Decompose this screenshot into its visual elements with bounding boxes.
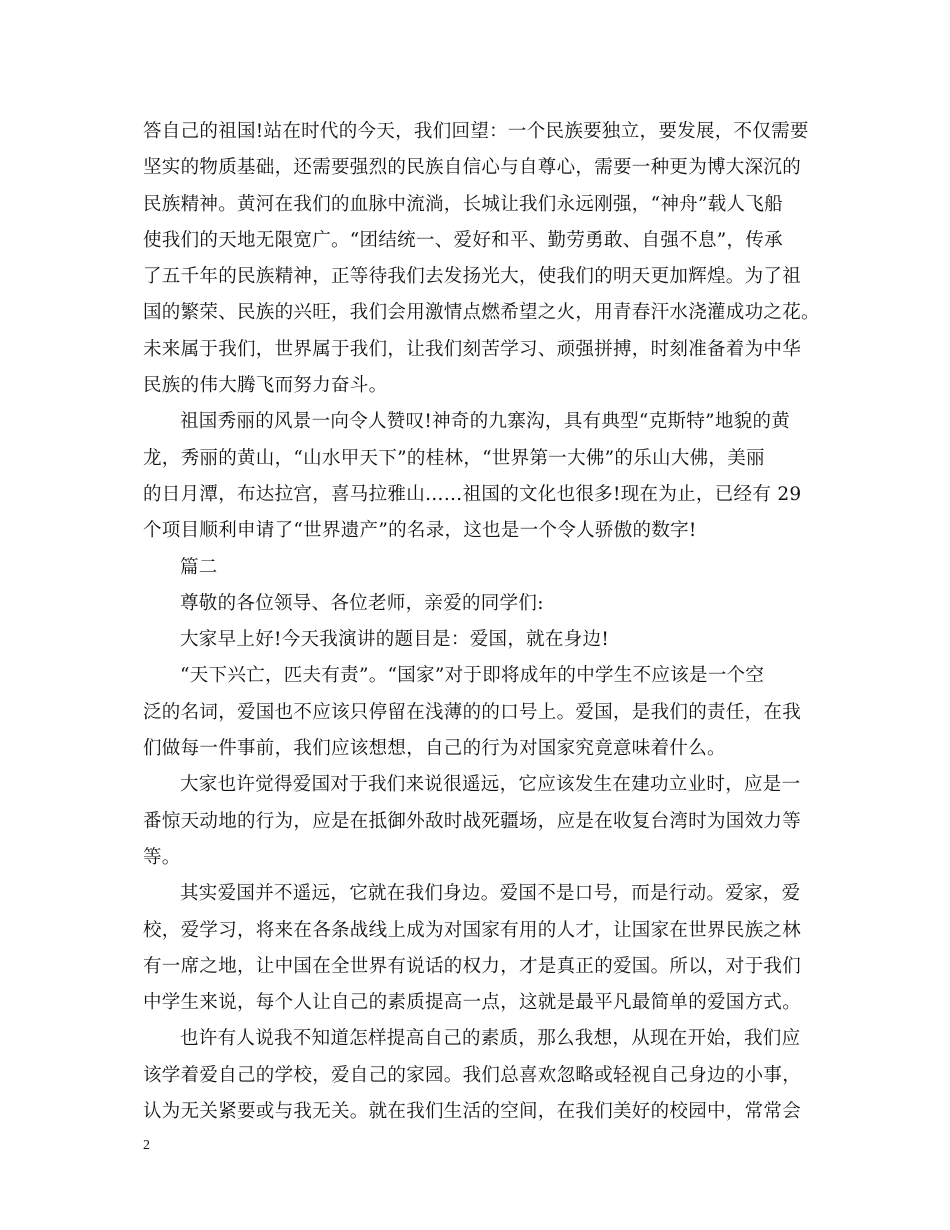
- text-line: 有一席之地，让中国在全世界有说话的权力，才是真正的爱国。所以，对于我们: [143, 955, 802, 977]
- text-line: 们做每一件事前，我们应该想想，自己的行为对国家究竟意味着什么。: [143, 738, 726, 760]
- text-line: 民族的伟大腾飞而努力奋斗。: [143, 375, 388, 397]
- text-line: 未来属于我们，世界属于我们，让我们刻苦学习、顽强拼搏，时刻准备着为中华: [143, 338, 802, 360]
- text-line: 其实爱国并不遥远，它就在我们身边。爱国不是口号，而是行动。爱家，爱: [180, 883, 801, 905]
- text-line: 龙，秀丽的黄山，“山水甲天下”的桂林，“世界第一大佛”的乐山大佛，美丽: [143, 447, 765, 469]
- text-line: 的日月潭，布达拉宫，喜马拉雅山……祖国的文化也很多!现在为止，已经有 29: [143, 483, 802, 505]
- page-number: 2: [143, 1138, 150, 1153]
- text-line: 民族精神。黄河在我们的血脉中流淌，长城让我们永远刚强，“神舟”载人飞船: [143, 193, 783, 215]
- text-line: 祖国秀丽的风景一向令人赞叹!神奇的九寨沟，具有典型“克斯特”地貌的黄: [180, 411, 791, 433]
- text-line: 坚实的物质基础，还需要强烈的民族自信心与自尊心，需要一种更为博大深沉的: [143, 157, 802, 179]
- text-line: 等。: [143, 846, 181, 868]
- text-line: 大家早上好!今天我演讲的题目是：爱国，就在身边!: [180, 629, 610, 651]
- text-line: 番惊天动地的行为，应是在抵御外敌时战死疆场，应是在收复台湾时为国效力等: [143, 810, 802, 832]
- text-line: 个项目顺利申请了“世界遗产”的名录，这也是一个令人骄傲的数字!: [143, 520, 697, 542]
- text-line: 大家也许觉得爱国对于我们来说很遥远，它应该发生在建功立业时，应是一: [180, 774, 801, 796]
- text-line: 使我们的天地无限宽广。“团结统一、爱好和平、勤劳勇敢、自强不息”，传承: [143, 229, 783, 251]
- text-line: 篇二: [180, 556, 218, 578]
- text-line: 答自己的祖国!站在时代的今天，我们回望：一个民族要独立，要发展，不仅需要: [143, 121, 809, 142]
- text-line: 泛的名词，爱国也不应该只停留在浅薄的的口号上。爱国，是我们的责任，在我: [143, 701, 802, 723]
- text-line: “天下兴亡，匹夫有责”。“国家”对于即将成年的中学生不应该是一个空: [180, 665, 765, 687]
- text-line: 尊敬的各位领导、各位老师，亲爱的同学们:: [180, 592, 544, 614]
- document-body: [143, 114, 823, 1130]
- text-line: 该学着爱自己的学校，爱自己的家园。我们总喜欢忽略或轻视自己身边的小事，: [143, 1064, 802, 1086]
- text-line: 国的繁荣、民族的兴旺，我们会用激情点燃希望之火，用青春汗水浇灌成功之花。: [143, 302, 820, 324]
- text-line: 了五千年的民族精神，正等待我们去发扬光大，使我们的明天更加辉煌。为了祖: [143, 266, 802, 288]
- text-line: 中学生来说，每个人让自己的素质提高一点，这就是最平凡最简单的爱国方式。: [143, 992, 802, 1014]
- text-line: 也许有人说我不知道怎样提高自己的素质，那么我想，从现在开始，我们应: [180, 1028, 801, 1050]
- text-line: 认为无关紧要或与我无关。就在我们生活的空间，在我们美好的校园中，常常会: [143, 1101, 802, 1123]
- text-line: 校，爱学习，将来在各条战线上成为对国家有用的人才，让国家在世界民族之林: [143, 919, 802, 941]
